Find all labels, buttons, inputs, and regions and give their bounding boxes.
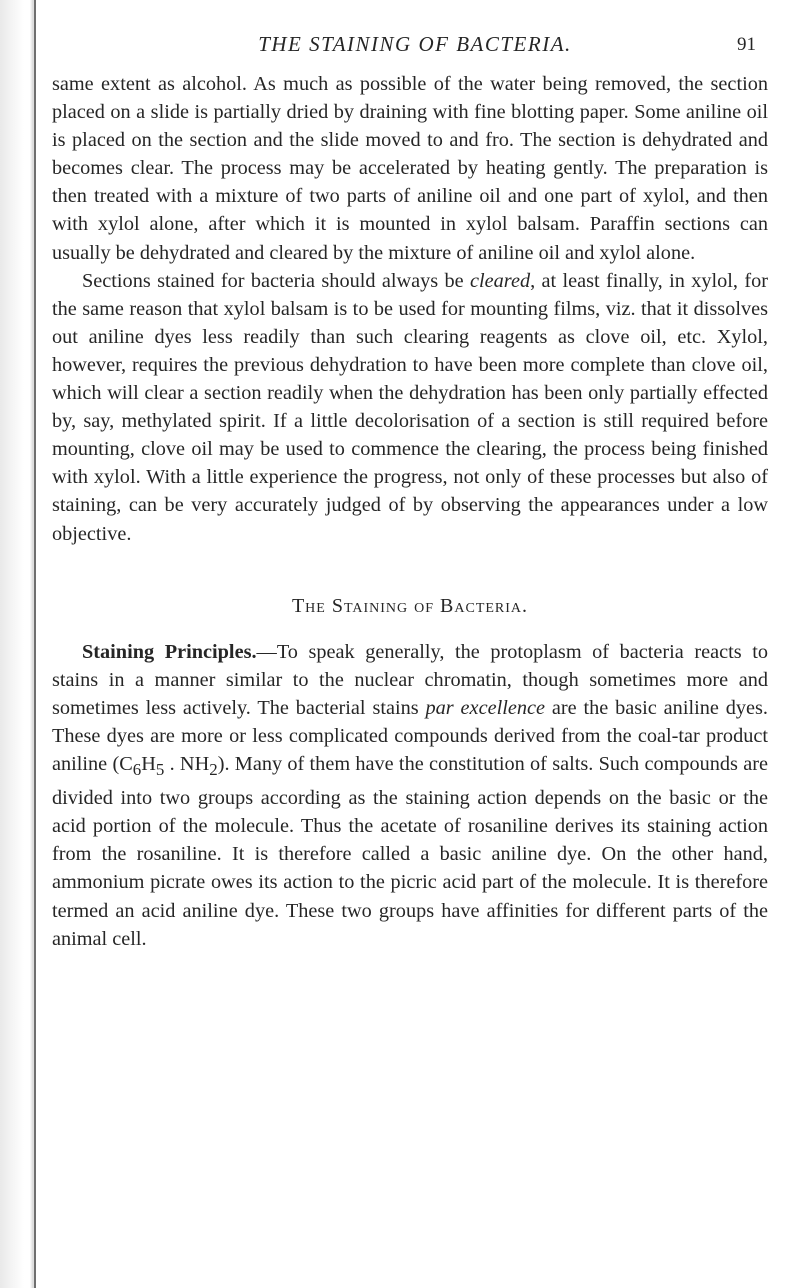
- formula-text: H: [141, 753, 156, 776]
- paragraph-continued: same extent as alcohol. As much as possible of the water being removed, the section placed on a slide is partially dried by draining with fine blotting paper. Some aniline oil is placed on the section and the slide moved to and fro. The section is dehydrated and becomes clear. The process may be accelerated by heating gently. The preparation is then treated with a mixture of two parts of aniline oil and one part of xylol, and then with xylol alone, after which it is mounted in xylol balsam. Paraffin sections can usually be dehydrated and cleared by the mixture of aniline oil and xylol alone.: [52, 73, 768, 264]
- paragraph-text: , at least finally, in xylol, for the same reason that xylol balsam is to be used for mounting films, viz. that it dissolves out aniline dyes less readily than such clearing reagents as clove oil, etc. Xylol, however, requires the previous dehydration to have been more complete than clove oil, which will clear a section readily when the dehydration has been only partially effected by, say, methylated spirit. If a little decolorisation of a section is still required before mounting, clove oil may be used to commence the clearing, the process being finished with xylol. With a little experience the progress, not only of these processes but also of staining, can be very accurately judged of by observing the appearances under a low objective.: [52, 269, 768, 545]
- formula-text: . NH: [164, 753, 210, 776]
- formula-subscript: 5: [155, 760, 165, 780]
- paragraph-text: ). Many of them have the constitution of salts. Such compounds are divided into two groups according as the staining action depends on the basic or the acid portion of the molecule. Thus the acetate of rosaniline derives its staining action from the rosaniline. It is therefore called a basic aniline dye. On the other hand, ammonium picrate owes its action to the picric acid part of the molecule. It is therefore termed an acid aniline dye. These two groups have affinities for different parts of the animal cell.: [52, 753, 768, 950]
- section-heading: The Staining of Bacteria.: [291, 594, 529, 617]
- emphasis-text: cleared: [470, 269, 531, 292]
- paragraph-text: Sections stained for bacteria should always be: [82, 269, 471, 292]
- page-number: 91: [737, 34, 756, 55]
- page-edge-line: [34, 0, 36, 1288]
- paragraph-staining-principles: [52, 638, 768, 953]
- paragraph-clearing: [52, 267, 768, 548]
- formula-subscript: 6: [132, 760, 142, 780]
- paragraph-text: —To speak generally, the protoplasm of bacteria reacts to stains in a manner similar to the nuclear chromatin, though sometimes more and sometimes less actively. The bacterial stains: [52, 640, 768, 719]
- formula-subscript: 2: [209, 760, 218, 780]
- body-text: [52, 70, 768, 953]
- running-head-title: THE STAINING OF BACTERIA.: [258, 32, 572, 56]
- running-head: [0, 30, 800, 60]
- book-gutter-shadow: [0, 0, 36, 1288]
- paragraph-text: are the basic aniline dyes. These dyes are more or less complicated compounds derived from the coal-tar product aniline (C: [52, 696, 768, 776]
- emphasis-text: par excellence: [425, 696, 545, 719]
- run-in-heading: Staining Principles.: [82, 640, 257, 663]
